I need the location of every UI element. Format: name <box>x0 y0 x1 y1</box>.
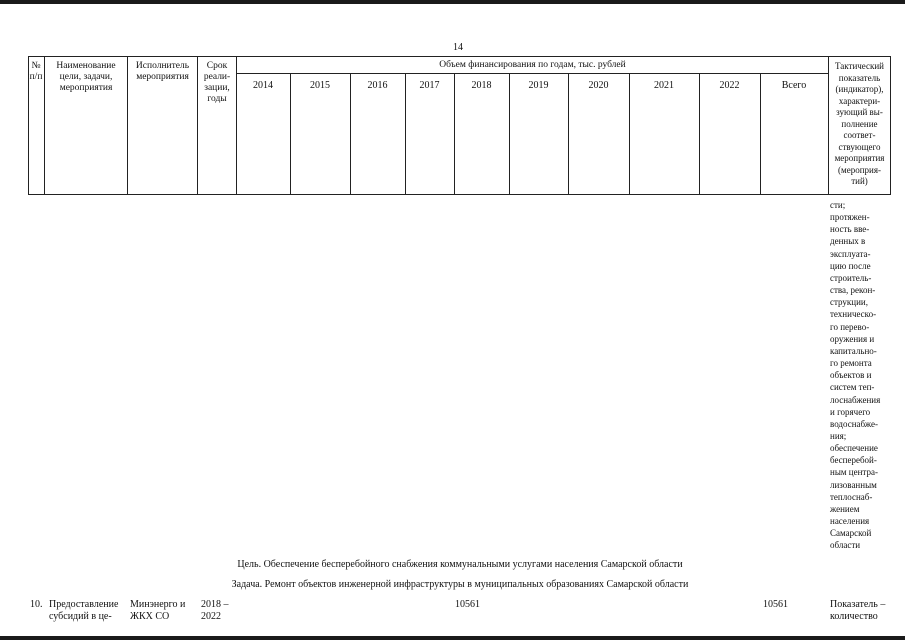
task-text: Задача. Ремонт объектов инженерной инфраструктуры в муниципальных образованиях Самарской области <box>231 579 689 590</box>
header-name: Наименование цели, задачи, мероприятия <box>56 61 116 93</box>
row-total: 10561 <box>763 599 788 610</box>
row-term: 2018 – 2022 <box>201 599 229 622</box>
year-2016: 2016 <box>367 80 388 91</box>
year-2022: 2022 <box>719 80 740 91</box>
year-2015: 2015 <box>310 80 330 91</box>
header-funding-title: Объем финансирования по годам, тыс. рублей <box>439 60 626 70</box>
year-2020: 2020 <box>588 80 609 91</box>
year-2014: 2014 <box>253 80 273 91</box>
header-executor: Исполнитель мероприятия <box>135 61 190 82</box>
row-name: Предоставление субсидий в це- <box>49 599 119 622</box>
row-indicator: Показатель – количество <box>830 599 886 622</box>
bottom-border <box>0 636 905 640</box>
row-executor: Минэнерго и ЖКХ СО <box>130 599 186 622</box>
year-2019: 2019 <box>528 80 549 91</box>
indicator-continuation: сти; протяжен- ность вве- денных в эксплуата- цию после строитель- ства, рекон- струкции, техническо- го перево- оружения и капитально- го ремонта объектов и систем теп- лоснабжения и горячего водоснабже- ния; обеспечение бесперебой- ным центра- лизованным теплоснаб- жением населения Самарской области <box>830 200 881 551</box>
header-num: № п/п <box>29 61 43 82</box>
page-number: 14 <box>453 42 463 53</box>
row-num: 10. <box>30 599 43 610</box>
goal-text: Цель. Обеспечение бесперебойного снабжения коммунальными услугами населения Самарской области <box>237 559 683 570</box>
header-term: Срок реали- зации, годы <box>203 61 231 104</box>
year-2021: 2021 <box>654 80 674 91</box>
header-indicator: Тактический показатель (индикатор), характери- зующий вы- полнение соответ- ствующего мероприятия (мероприя- тий) <box>834 61 885 186</box>
top-border <box>0 0 905 4</box>
year-2018: 2018 <box>471 80 492 91</box>
header-total: Всего <box>781 80 807 91</box>
row-value-2018: 10561 <box>455 599 480 610</box>
year-2017: 2017 <box>419 80 440 91</box>
